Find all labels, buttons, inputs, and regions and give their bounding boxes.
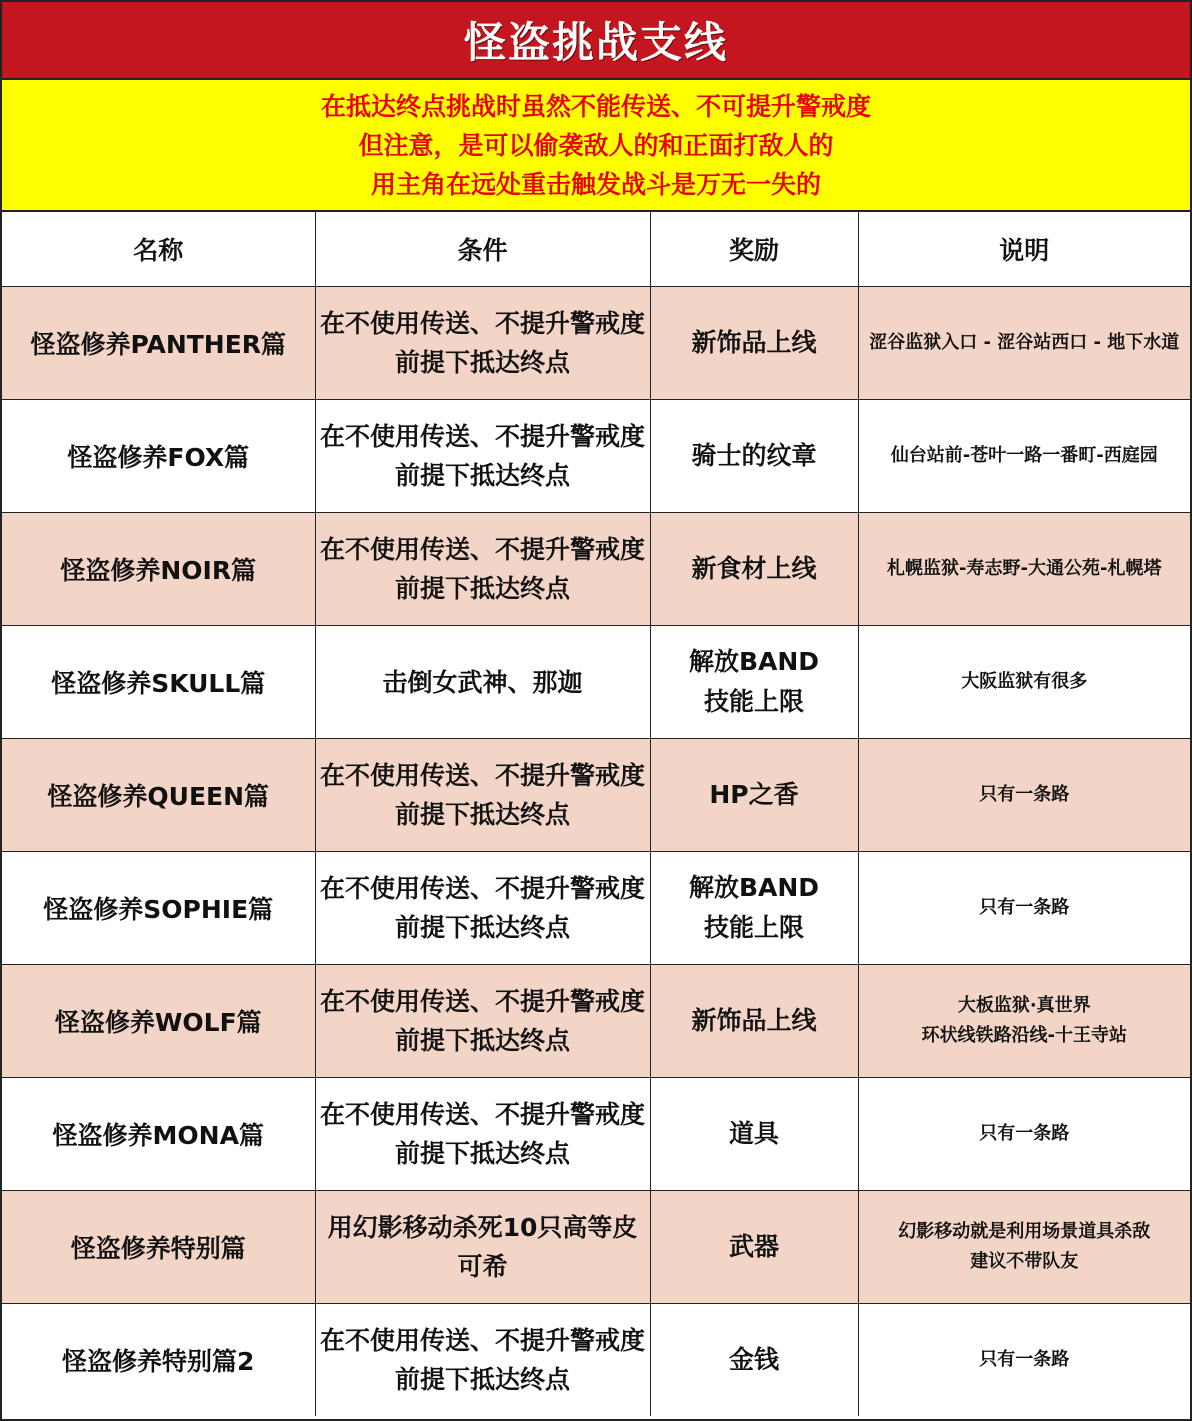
- note-line: 只有一条路: [979, 1349, 1070, 1370]
- challenge-condition: 在不使用传送、不提升警戒度前提下抵达终点: [315, 400, 650, 513]
- notice-line: 在抵达终点挑战时虽然不能传送、不可提升警戒度: [320, 91, 871, 121]
- challenge-name: 怪盗修养SKULL篇: [2, 626, 315, 739]
- reward-line: 技能上限: [703, 913, 804, 942]
- reward-line: 武器: [728, 1232, 779, 1261]
- table-row: [2, 626, 1190, 739]
- challenge-note: [858, 626, 1190, 739]
- notice-line: 用主角在远处重击触发战斗是万无一失的: [370, 169, 821, 199]
- reward-line: 解放BAND: [688, 873, 820, 902]
- note-line: 大板监狱·真世界: [957, 995, 1091, 1016]
- table-row: [2, 400, 1190, 513]
- notice-banner: [2, 80, 1190, 212]
- challenge-note: [858, 739, 1190, 852]
- reward-line: 新饰品上线: [691, 328, 817, 357]
- note-line: 涩谷监狱入口 - 涩谷站西口 - 地下水道: [869, 332, 1180, 353]
- table-header-row: [2, 212, 1190, 287]
- challenge-reward: [650, 287, 858, 400]
- table-row: [2, 739, 1190, 852]
- challenge-name: 怪盗修养FOX篇: [2, 400, 315, 513]
- challenge-condition: 击倒女武神、那迦: [315, 626, 650, 739]
- challenge-name: 怪盗修养PANTHER篇: [2, 287, 315, 400]
- challenge-note: [858, 400, 1190, 513]
- challenge-condition: 在不使用传送、不提升警戒度前提下抵达终点: [315, 852, 650, 965]
- challenge-name: 怪盗修养特别篇: [2, 1191, 315, 1304]
- header-note: 说明: [858, 212, 1190, 287]
- challenge-condition: 在不使用传送、不提升警戒度前提下抵达终点: [315, 1304, 650, 1417]
- table-row: [2, 1078, 1190, 1191]
- challenge-name: 怪盗修养MONA篇: [2, 1078, 315, 1191]
- challenge-note: [858, 1191, 1190, 1304]
- table-body: [2, 287, 1190, 1417]
- note-line: 只有一条路: [979, 1123, 1070, 1144]
- challenge-table: [2, 212, 1190, 1416]
- note-line: 只有一条路: [979, 897, 1070, 918]
- challenge-reward: [650, 1078, 858, 1191]
- challenge-condition: 在不使用传送、不提升警戒度前提下抵达终点: [315, 1078, 650, 1191]
- challenge-condition: 在不使用传送、不提升警戒度前提下抵达终点: [315, 739, 650, 852]
- table-row: [2, 852, 1190, 965]
- table-row: [2, 287, 1190, 400]
- challenge-condition: 在不使用传送、不提升警戒度前提下抵达终点: [315, 287, 650, 400]
- challenge-note: [858, 852, 1190, 965]
- challenge-reward: [650, 1304, 858, 1417]
- challenge-name: 怪盗修养WOLF篇: [2, 965, 315, 1078]
- challenge-reward: [650, 965, 858, 1078]
- reward-line: 新食材上线: [691, 554, 817, 583]
- reward-line: 解放BAND: [688, 647, 820, 676]
- reward-line: 新饰品上线: [691, 1006, 817, 1035]
- table-row: [2, 513, 1190, 626]
- reward-line: 技能上限: [703, 687, 804, 716]
- challenge-name: 怪盗修养QUEEN篇: [2, 739, 315, 852]
- challenge-note: [858, 1304, 1190, 1417]
- challenge-reward: [650, 400, 858, 513]
- challenge-note: [858, 513, 1190, 626]
- table-row: [2, 1304, 1190, 1417]
- challenge-condition: 用幻影移动杀死10只高等皮可希: [315, 1191, 650, 1304]
- challenge-note: [858, 287, 1190, 400]
- table-row: [2, 1191, 1190, 1304]
- challenge-name: 怪盗修养NOIR篇: [2, 513, 315, 626]
- note-line: 建议不带队友: [970, 1251, 1079, 1272]
- challenge-condition: 在不使用传送、不提升警戒度前提下抵达终点: [315, 513, 650, 626]
- note-line: 仙台站前-苍叶一路一番町-西庭园: [890, 445, 1158, 466]
- challenge-reward: [650, 852, 858, 965]
- reward-line: 道具: [728, 1119, 779, 1148]
- challenge-condition: 在不使用传送、不提升警戒度前提下抵达终点: [315, 965, 650, 1078]
- header-reward: 奖励: [650, 212, 858, 287]
- note-line: 幻影移动就是利用场景道具杀敌: [898, 1221, 1151, 1242]
- challenge-reward: [650, 513, 858, 626]
- note-line: 札幌监狱-寿志野-大通公苑-札幌塔: [887, 558, 1162, 579]
- challenge-reward: [650, 1191, 858, 1304]
- challenge-name: 怪盗修养特别篇2: [2, 1304, 315, 1417]
- page-title: 怪盗挑战支线: [2, 2, 1190, 80]
- reward-line: 骑士的纹章: [691, 441, 817, 470]
- note-line: 环状线铁路沿线-十王寺站: [921, 1025, 1127, 1046]
- table-row: [2, 965, 1190, 1078]
- challenge-reward: [650, 626, 858, 739]
- challenge-name: 怪盗修养SOPHIE篇: [2, 852, 315, 965]
- reward-line: 金钱: [728, 1345, 779, 1374]
- notice-line: 但注意，是可以偷袭敌人的和正面打敌人的: [358, 130, 834, 160]
- header-condition: 条件: [315, 212, 650, 287]
- note-line: 大阪监狱有很多: [961, 671, 1088, 692]
- note-line: 只有一条路: [979, 784, 1070, 805]
- reward-line: HP之香: [709, 780, 799, 809]
- header-name: 名称: [2, 212, 315, 287]
- challenge-note: [858, 1078, 1190, 1191]
- challenge-reward: [650, 739, 858, 852]
- challenge-note: [858, 965, 1190, 1078]
